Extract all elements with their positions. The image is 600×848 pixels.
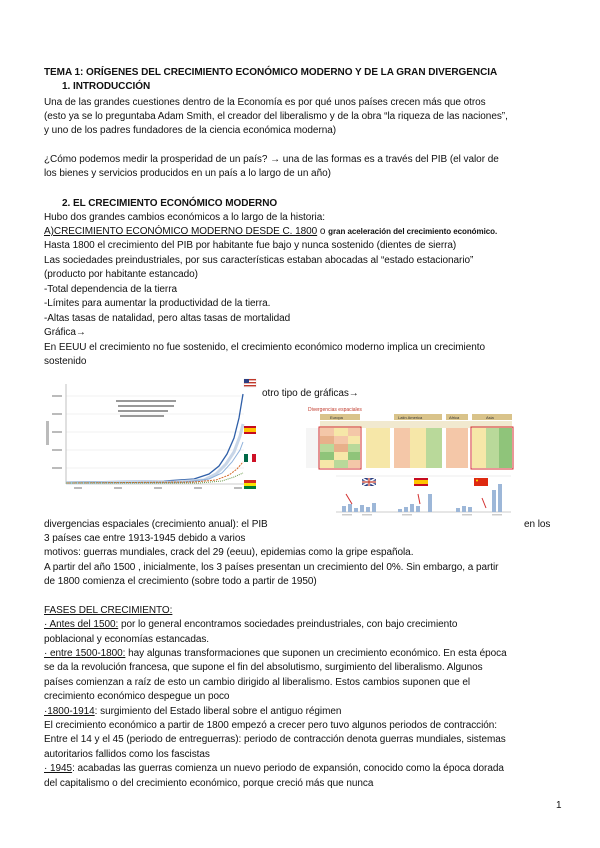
body-line: del capitalismo o del crecimiento económico, porque creció más que nunca	[44, 778, 374, 789]
flag-china-icon	[474, 478, 488, 486]
pib-line: ¿Cómo podemos medir la prosperidad de un país? → una de las formas es a través del PIB (el valor de	[44, 154, 499, 165]
body-line: 3 países cae entre 1913-1945 debido a varios	[44, 533, 246, 544]
point-a-connector: o	[317, 226, 329, 237]
figure-2-europa: Europa	[330, 415, 343, 420]
body-line: -Altas tasas de natalidad, pero altas tasas de mortalidad	[44, 313, 291, 324]
intro-line: Una de las grandes cuestiones dentro de la Economía es por qué unos países crecen más que otros	[44, 97, 486, 108]
phase-1-line	[44, 618, 457, 631]
phase-3-line	[44, 705, 341, 718]
phase-4-text: : acabadas las guerras comienza un nuevo periodo de expansión, conocido como la época dorada	[72, 763, 504, 774]
flag-bolivia-icon	[244, 480, 256, 489]
body-line: En EEUU el crecimiento no fue sostenido, el crecimiento económico moderno implica un crecimiento	[44, 342, 485, 353]
figure-2-title: Divergencias espaciales	[308, 407, 362, 413]
flag-spain-icon	[414, 478, 428, 486]
gdp-growth-figure	[44, 376, 258, 494]
flag-spain-icon	[244, 426, 256, 434]
body-line: Las sociedades preindustriales, por sus características estaban abocadas al “estado estacionario”	[44, 255, 474, 266]
phases-heading: FASES DEL CRECIMIENTO:	[44, 605, 173, 616]
body-line: motivos: guerras mundiales, crack del 29 (eeuu), epidemias como la gripe española.	[44, 547, 414, 558]
phase-4-line	[44, 762, 504, 775]
phase-2-line	[44, 647, 507, 660]
doc-title: TEMA 1: ORÍGENES DEL CRECIMIENTO ECONÓMICO MODERNO Y DE LA GRAN DIVERGENCIA	[44, 67, 498, 78]
divergence-line-left: divergencias espaciales (crecimiento anual): el PIB	[44, 519, 268, 530]
figure-2-latam: Latin America	[398, 415, 423, 420]
body-line: de 1800 comienza el crecimiento (sobre todo a partir de 1950)	[44, 576, 317, 587]
phase-3-label: ·1800-1914	[44, 706, 95, 717]
body-line: Gráfica→	[44, 327, 86, 338]
body-line: -Total dependencia de la tierra	[44, 284, 177, 295]
intro-line: y uno de los padres fundadores de la ciencia económica moderna)	[44, 125, 337, 136]
body-line: Hasta 1800 el crecimiento del PIB por habitante fue bajo y nunca sostenido (dientes de sierra)	[44, 240, 457, 251]
section-2-intro: Hubo dos grandes cambios económicos a lo largo de la historia:	[44, 212, 325, 223]
body-line: se da la revolución francesa, que supone el fin del absolutismo, surgimiento del liberalismo. Algunos	[44, 662, 483, 673]
body-line: Entre el 14 y el 45 (periodo de entreguerras): periodo de contracción denota guerras mundiales, sistemas	[44, 734, 506, 745]
divergence-line-right: en los	[524, 519, 551, 530]
point-a-bold: gran aceleración del crecimiento económico.	[328, 227, 498, 236]
body-line: crecimiento económico despegue un poco	[44, 691, 230, 702]
phase-1-text: por lo general encontramos sociedades preindustriales, con bajo crecimiento	[118, 619, 458, 630]
phase-3-text: : surgimiento del Estado liberal sobre el antiguo régimen	[94, 706, 342, 717]
body-line: -Límites para aumentar la productividad de la tierra.	[44, 298, 271, 309]
other-graphs-note: otro tipo de gráficas→	[262, 388, 359, 399]
flag-uk-icon	[362, 478, 376, 486]
flag-usa-icon	[244, 379, 256, 387]
spatial-divergence-figure	[306, 404, 516, 518]
body-line: A partir del año 1500 , inicialmente, los 3 países presentan un crecimiento del 0%. Sin embargo, a partir	[44, 562, 499, 573]
phase-4-label: · 1945	[44, 763, 73, 774]
body-line: sostenido	[44, 356, 87, 367]
body-line: poblacional y economías estancadas.	[44, 634, 210, 645]
point-a-line	[44, 225, 497, 238]
figure-2-africa: Africa	[449, 415, 460, 420]
body-line: (producto por habitante estancado)	[44, 269, 198, 280]
body-line: autoritarios fallidos como los fascistas	[44, 749, 210, 760]
body-line: países comienzan a raíz de esto un cambio dirigido al liberalismo. Estos cambios suponen que el	[44, 677, 471, 688]
phase-1-label: · Antes del 1500:	[44, 619, 119, 630]
body-line: El crecimiento económico a partir de 1800 empezó a crecer pero tuvo algunos periodos de contracción:	[44, 720, 498, 731]
section-2-heading: 2. EL CRECIMIENTO ECONÓMICO MODERNO	[62, 198, 278, 209]
phase-2-text: hay algunas transformaciones que suponen un crecimiento económico. En esta época	[125, 648, 507, 659]
pib-line: los bienes y servicios producidos en un país a lo largo de un año)	[44, 168, 331, 179]
page-number: 1	[556, 800, 562, 811]
flag-mexico-icon	[244, 454, 256, 462]
point-a-title: A)CRECIMIENTO ECONÓMICO MODERNO DESDE C. 1800	[44, 226, 318, 237]
figure-2-asia: Asia	[486, 415, 494, 420]
section-1-heading: 1. INTRODUCCIÓN	[62, 81, 151, 92]
intro-line: (esto ya se lo preguntaba Adam Smith, el creador del liberalismo y de la obra “la riqueza de las naciones”,	[44, 111, 508, 122]
phase-2-label: · entre 1500-1800:	[44, 648, 126, 659]
